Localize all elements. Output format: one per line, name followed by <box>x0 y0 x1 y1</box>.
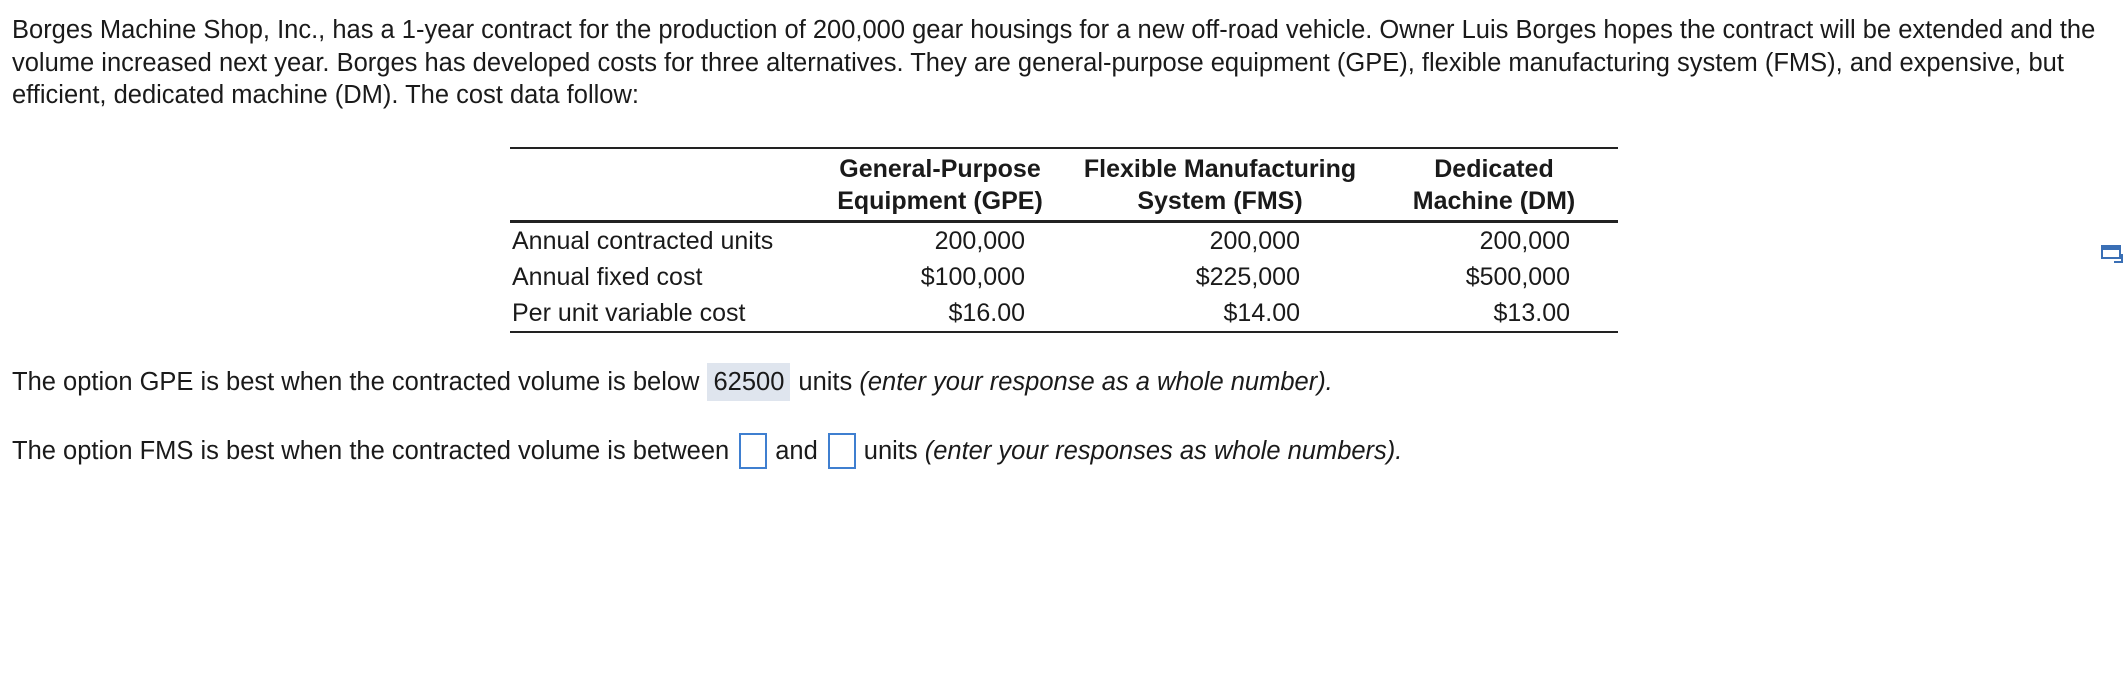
row-label: Annual contracted units <box>512 227 774 255</box>
cell-fms: $225,000 <box>1195 263 1300 291</box>
header-gpe: General-Purpose Equipment (GPE) <box>810 148 1070 222</box>
cell-fms: 200,000 <box>1209 227 1300 255</box>
header-fms: Flexible Manufacturing System (FMS) <box>1070 148 1370 222</box>
cost-data-table <box>510 147 1618 333</box>
cell-dm: 200,000 <box>1479 227 1570 255</box>
cell-gpe: $100,000 <box>920 263 1025 291</box>
problem-statement: Borges Machine Shop, Inc., has a 1-year contract for the production of 200,000 gear housings for a new off-road vehicle. Owner Luis Borges hopes the contract will be extended and the volume increased next year. Borges has developed costs for three alternatives. They are general-purpose equipment (GPE), flexible manufacturing system (FMS), and expensive, but efficient, dedicated machine (DM). The cost data follow: <box>12 16 2096 109</box>
table-row <box>510 222 1618 260</box>
cell-dm: $13.00 <box>1493 299 1570 327</box>
question-gpe-suffix: units <box>798 368 853 396</box>
question-gpe <box>12 363 1333 401</box>
cell-fms: $14.00 <box>1223 299 1300 327</box>
fms-upper-bound-input[interactable] <box>828 433 856 469</box>
question-fms-hint: (enter your responses as whole numbers). <box>924 437 1403 465</box>
question-fms-suffix: units <box>863 437 918 465</box>
cell-gpe: $16.00 <box>948 299 1025 327</box>
question-fms-prefix: The option FMS is best when the contracted volume is between <box>12 437 730 465</box>
question-fms-middle: and <box>775 437 818 465</box>
cell-gpe: 200,000 <box>934 227 1025 255</box>
table-row <box>510 259 1618 295</box>
fms-lower-bound-input[interactable] <box>739 433 767 469</box>
question-gpe-hint: (enter your response as a whole number). <box>859 368 1333 396</box>
table-row <box>510 295 1618 332</box>
header-dm: Dedicated Machine (DM) <box>1370 148 1618 222</box>
table-header-row <box>510 148 1618 222</box>
question-fms <box>12 433 1402 469</box>
question-gpe-prefix: The option GPE is best when the contracted volume is below <box>12 368 700 396</box>
gpe-answer-field[interactable]: 62500 <box>707 363 790 401</box>
copy-table-icon[interactable] <box>2100 244 2126 266</box>
header-empty <box>510 148 810 222</box>
cell-dm: $500,000 <box>1465 263 1570 291</box>
row-label: Per unit variable cost <box>512 299 746 327</box>
row-label: Annual fixed cost <box>512 263 703 291</box>
